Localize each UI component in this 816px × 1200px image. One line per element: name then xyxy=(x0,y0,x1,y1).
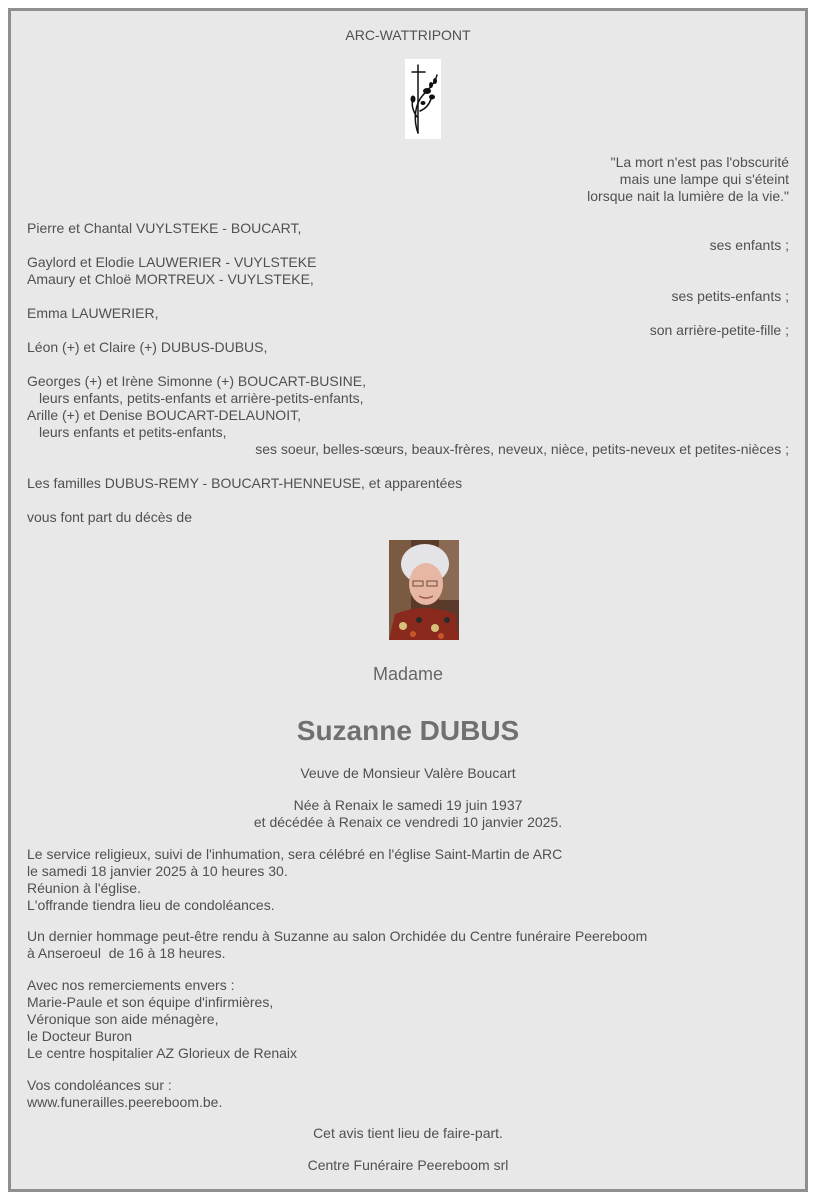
family-grandchildren-2: Amaury et Chloë MORTREUX - VUYLSTEKE, xyxy=(27,271,314,287)
condolences-label: Vos condoléances sur : xyxy=(27,1077,172,1093)
deceased-widow-of: Veuve de Monsieur Valère Boucart xyxy=(300,765,516,781)
obituary-card xyxy=(8,8,808,1192)
family-children-role: ses enfants ; xyxy=(709,237,789,253)
family-sibling-3-children: leurs enfants et petits-enfants, xyxy=(39,424,227,440)
condolences-block xyxy=(27,1077,789,1111)
family-great-grandchild-role: son arrière-petite-fille ; xyxy=(649,322,789,338)
thanks-block xyxy=(27,977,789,1062)
tribute-line: à Anseroeul de 16 à 18 heures. xyxy=(27,945,226,961)
quote-line: lorsque nait la lumière de la vie." xyxy=(587,188,789,204)
tribute-line: Un dernier hommage peut-être rendu à Suzanne au salon Orchidée du Centre funéraire Peereboom xyxy=(27,928,648,944)
cross-with-flower-icon xyxy=(405,59,441,139)
thanks-line: Véronique son aide ménagère, xyxy=(27,1011,219,1027)
deceased-born: Née à Renaix le samedi 19 juin 1937 xyxy=(293,797,523,813)
family-sibling-3: Arille (+) et Denise BOUCART-DELAUNOIT, xyxy=(27,407,301,423)
thanks-line: Le centre hospitalier AZ Glorieux de Renaix xyxy=(27,1045,298,1061)
locality-heading: ARC-WATTRIPONT xyxy=(345,27,471,43)
service-line: Le service religieux, suivi de l'inhumation, sera célébré en l'église Saint-Martin de ARC xyxy=(27,846,563,862)
tribute-details xyxy=(27,928,789,962)
family-sibling-1: Léon (+) et Claire (+) DUBUS-DUBUS, xyxy=(27,339,268,355)
funeral-company: Centre Funéraire Peereboom srl xyxy=(307,1157,509,1173)
condolences-link[interactable]: www.funerailles.peereboom.be. xyxy=(27,1094,223,1110)
family-siblings-role: ses soeur, belles-sœurs, beaux-frères, neveux, nièce, petits-neveux et petites-nièces ; xyxy=(255,441,789,457)
family-grandchildren-role: ses petits-enfants ; xyxy=(671,288,789,304)
deceased-portrait xyxy=(389,540,459,640)
quote-line: mais une lampe qui s'éteint xyxy=(619,171,789,187)
family-great-grandchild: Emma LAUWERIER, xyxy=(27,305,159,321)
thanks-line: Marie-Paule et son équipe d'infirmières, xyxy=(27,994,274,1010)
deceased-died: et décédée à Renaix ce vendredi 10 janvier 2025. xyxy=(253,814,563,830)
family-sibling-2: Georges (+) et Irène Simonne (+) BOUCART-BUSINE, xyxy=(27,373,366,389)
death-announcement: vous font part du décès de xyxy=(27,509,192,525)
family-sibling-2-children: leurs enfants, petits-enfants et arrière-petits-enfants, xyxy=(39,390,364,406)
service-line: L'offrande tiendra lieu de condoléances. xyxy=(27,897,275,913)
family-related-families: Les familles DUBUS-REMY - BOUCART-HENNEUSE, et apparentées xyxy=(27,475,463,491)
quote-line: "La mort n'est pas l'obscurité xyxy=(610,154,789,170)
faire-part-notice: Cet avis tient lieu de faire-part. xyxy=(313,1125,503,1141)
quote-block xyxy=(27,154,789,205)
family-grandchildren-1: Gaylord et Elodie LAUWERIER - VUYLSTEKE xyxy=(27,254,317,270)
thanks-line: le Docteur Buron xyxy=(27,1028,133,1044)
family-children: Pierre et Chantal VUYLSTEKE - BOUCART, xyxy=(27,220,302,236)
deceased-name: Suzanne DUBUS xyxy=(296,715,520,746)
service-line: Réunion à l'église. xyxy=(27,880,141,896)
service-line: le samedi 18 janvier 2025 à 10 heures 30. xyxy=(27,863,288,879)
service-details xyxy=(27,846,789,914)
thanks-line: Avec nos remerciements envers : xyxy=(27,977,235,993)
deceased-title: Madame xyxy=(372,664,444,684)
